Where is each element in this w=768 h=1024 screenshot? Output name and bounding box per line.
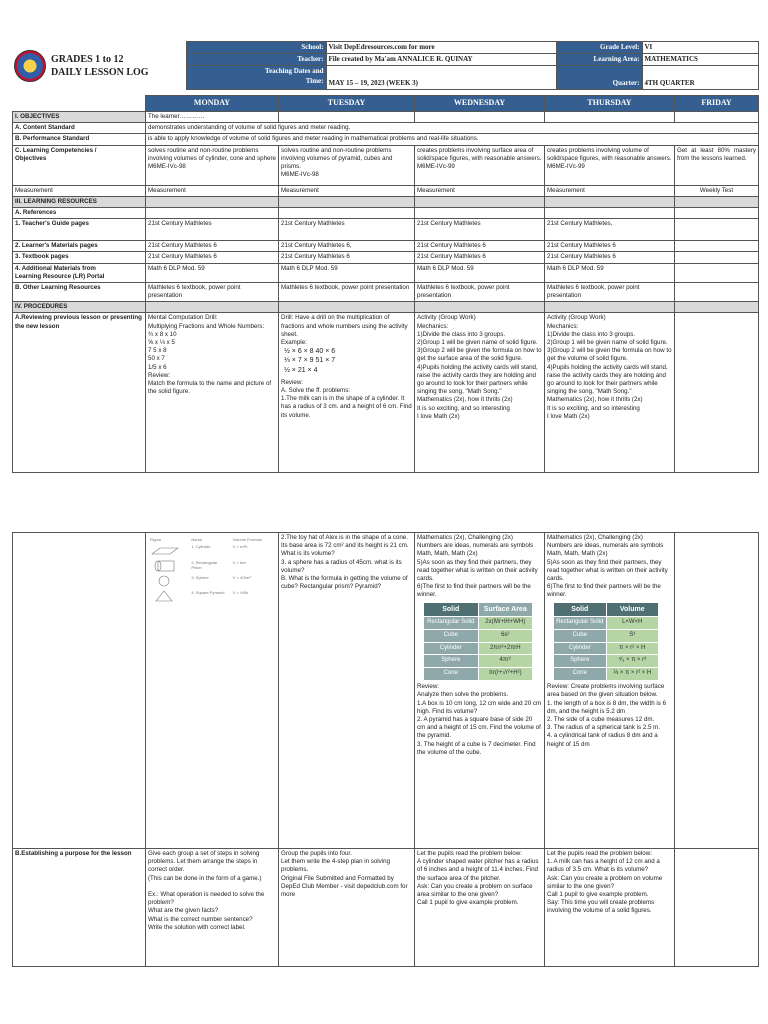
tg-thursday: 21st Century Mathletes, [545,219,675,241]
area-label: Learning Area: [556,54,642,66]
day-tuesday: TUESDAY [279,96,415,112]
match-table: Figure Name Volume Formula 1. Cylinder V = πr²h 2. Rectangular Prism V = lwh 3. Sphere V = 4/3πr³ 4. Square Pyramid V = ⅓Bh [148,536,272,604]
other-resources-label: B. Other Learning Resources [13,282,146,301]
competency-monday: solves routine and non-routine problems involving volumes of cylinder, cone and sphere M6ME-IVc-98 [146,145,279,185]
lesson-table-continued [12,532,759,967]
document-title: GRADES 1 to 12 DAILY LESSON LOG [50,53,149,78]
review-thursday-continued: Mathematics (2x), Challenging (2x) Numbers are ideas, numerals are symbols Math, Math, Math (2x) 5)As soon as they find their partners, they read together what is written on their activity cards. 6)The first to find their partners will be the winner. Solid Volume Rectangular Solid L×W×H Cube S³ Cylinder π × r² × H Sphere ⁴⁄₃ × π × r³ Cone ⅓ × π × r² × H Review: Create problems involving surface area based on the given situation below. 1. the length of a box is 8 dm, the width is 6 dm, and the height is 5.2 dm 2. The side of a cube measures 12 dm. 3. The radius of a spherical tank is 2.5 m. 4. a cylindrical tank of radius 8 dm and a height of 15 dm [545,533,675,849]
dates-value: MAY 15 – 19, 2023 (WEEK 3) [326,66,556,90]
lm-thursday: 21st Century Mathletes 6 [545,241,675,252]
volume-table: Solid Volume Rectangular Solid L×W×H Cube S³ Cylinder π × r² × H Sphere ⁴⁄₃ × π × r³ Cone ⅓ × π × r² × H [547,602,672,682]
measurement-tuesday: Measurement [279,185,415,196]
content-standard: demonstrates understanding of volume of solid figures and meter reading. [146,123,759,134]
sphere-figure [150,575,180,587]
day-header-row [13,96,759,112]
other-tuesday: Mathletes 6 textbook, power point presentation [279,282,415,301]
measurement-wednesday: Measurement [415,185,545,196]
performance-standard: is able to apply knowledge of volume of solid figures and meter reading in mathematical problems and real-life situations. [146,134,759,145]
competency-wednesday: creates problems involving surface area of solid/space figures, with reasonable answers. M6ME-IVc-99 [415,145,545,185]
tb-tuesday: 21st Century Mathletes 6 [279,252,415,263]
objectives-intro: The learner………… [146,112,279,123]
tg-tuesday: 21st Century Mathletes [279,219,415,241]
resources-heading: III. LEARNING RESOURCES [13,196,146,207]
tb-thursday: 21st Century Mathletes 6 [545,252,675,263]
day-friday: FRIDAY [675,96,759,112]
competency-label: C. Learning Competencies / Objectives [13,145,146,185]
lesson-table [12,95,759,473]
purpose-tuesday: Group the pupils into four. Let them write the 4-step plan in solving problems. Original File Submitted and Formatted by DepEd Club Member - visit depedclub.com for more [279,849,415,967]
other-friday [675,282,759,301]
cylinder-figure [150,560,180,572]
grade-value: VI [642,42,758,54]
review-tuesday: Drill: Have a drill on the multiplication of fractions and whole numbers using the activity sheet. Example: ½ × 6 × 8 40 × 6 ⅓ × 7 × 9 51 × 7 ½ × 21 × 4 Review: A. Solve the ff. problems: 1.The milk can is in the shape of a cylinder. It has a radius of 3 cm. and a height of 6 cm. Find its volume. [279,313,415,473]
day-thursday: THURSDAY [545,96,675,112]
purpose-monday: Give each group a set of steps in solving problems. Let them arrange the steps in correct order. (This can be done in the form of a game.) Ex.: What operation is needed to solve the problem? What are the given facts? What is the correct number sentence? Write the solution with correct label. [146,849,279,967]
review-label: A.Reviewing previous lesson or presenting the new lesson [13,313,146,473]
page-1 [12,41,758,473]
purpose-wednesday: Let the pupils read the problem below: A cylinder shaped water pitcher has a radius of 6 inches and a height of 11.4 inches. Find the surface area of the pitcher. Ask: Can you create a problem on surface area similar to the one given? Call 1 pupil to give example problem. [415,849,545,967]
school-label: School: [186,42,326,54]
lr-label: 4. Additional Materials from Learning Resource (LR) Portal [13,263,146,282]
review-wednesday-continued: Mathematics (2x), Challenging (2x) Numbers are ideas, numerals are symbols Math, Math, Math (2x) 5)As soon as they find their partners, they read together what is written on their activity cards. 6)The first to find their partners will be the winner. Solid Surface Area Rectangular Solid 2x(lW+lH+WH) Cube 6s² Cylinder 2πrr²+2πrH Sphere 4πr² Cone πr(r+√r²+H²) Review: Analyze then solve the problems. 1.A box is 10 cm long, 12 cm wide and 20 cm high. Find its volume? 2. A pyramid has a square base of side 20 cm and a height of 15 cm. Find the volume of the pyramid. 3. The height of a cube is 7 decimeter. Find the volume of the cube. [415,533,545,849]
tb-friday [675,252,759,263]
procedures-heading: IV. PROCEDURES [13,302,146,313]
purpose-thursday: Let the pupils read the problem below: 1. A milk can has a height of 12 cm and a radius of 3.5 cm. What is its volume? Ask: Can you create a problem on volume similar to the one given? Call 1 pupil to give example problem. Say: This time you will create problems involving the volume of a solid figures. [545,849,675,967]
quarter-value: 4TH QUARTER [642,66,758,90]
tb-wednesday: 21st Century Mathletes 6 [415,252,545,263]
lr-tuesday: Math 6 DLP Mod. 59 [279,263,415,282]
lm-friday [675,241,759,252]
lm-wednesday: 21st Century Mathletes 6 [415,241,545,252]
measurement-monday: Measurement [146,185,279,196]
measurement-friday: Weekly Test [675,185,759,196]
lm-label: 2. Learner's Materials pages [13,241,146,252]
pyramid-figure [150,590,180,602]
page-2 [12,532,758,967]
school-value: Visit DepEdresources.com for more [326,42,556,54]
day-wednesday: WEDNESDAY [415,96,545,112]
header-brand [12,42,186,90]
purpose-label: B.Establishing a purpose for the lesson [13,849,146,967]
teacher-value: File created by Ma'am ANNALICE R. QUINAY [326,54,556,66]
area-value: MATHEMATICS [642,54,758,66]
other-thursday: Mathletes 6 textbook, power point presentation [545,282,675,301]
teacher-label: Teacher: [186,54,326,66]
performance-standard-label: B. Performance Standard [13,134,146,145]
tg-label: 1. Teacher's Guide pages [13,219,146,241]
other-wednesday: Mathletes 6 textbook, power point presentation [415,282,545,301]
competency-thursday: creates problems involving volume of solid/space figures, with reasonable answers. M6ME-IVc-99 [545,145,675,185]
lr-wednesday: Math 6 DLP Mod. 59 [415,263,545,282]
tg-wednesday: 21st Century Mathletes [415,219,545,241]
review-wednesday: Activity (Group Work) Mechanics: 1)Divide the class into 3 groups. 2)Group 1 will be given name of solid figure. 3)Group 2 will be given the formula on how to get the surface area of the solid figure. 4)Pupils holding the activity cards will stand, raise the activity cards they are holding and go around to look for their partners while singing the song, "Math Song." Mathematics (2x), how it thrills (2x) It is so exciting, and so interesting I love Math (2x) [415,313,545,473]
header-table [12,41,759,90]
references-label: A. References [13,207,146,218]
review-friday [675,313,759,473]
lr-friday [675,263,759,282]
dates-label: Teaching Dates and Time: [186,66,326,90]
lm-tuesday: 21st Century Mathletes 6, [279,241,415,252]
measurement-label: Measurement [13,185,146,196]
lm-monday: 21st Century Mathletes 6 [146,241,279,252]
competency-friday: Get at least 80% mastery from the lessons learned. [675,145,759,185]
review-monday: Mental Computation Drill: Multiplying Fractions and Whole Numbers: ¾ x 8 x 10 ⅝ x ⅓ x 5 7 5 x 8 50 x 7 1/5 x 6 Review: Match the formula to the name and picture of the solid figure. [146,313,279,473]
lr-thursday: Math 6 DLP Mod. 59 [545,263,675,282]
prism-figure [150,544,180,556]
measurement-thursday: Measurement [545,185,675,196]
review-tuesday-continued: 2.The toy hat of Alex is in the shape of a cone. Its base area is 72 cm² and its height is 21 cm. What is its volume? 3. a sphere has a radius of 45cm. what is its volume? B. What is the formula in getting the volume of cube? Rectangular prism? Pyramid? [279,533,415,849]
deped-seal-icon [14,50,46,82]
tg-friday [675,219,759,241]
other-monday: Mathletes 6 textbook, power point presentation [146,282,279,301]
tg-monday: 21st Century Mathletes [146,219,279,241]
surface-area-table: Solid Surface Area Rectangular Solid 2x(lW+lH+WH) Cube 6s² Cylinder 2πrr²+2πrH Sphere 4πr² Cone πr(r+√r²+H²) [417,602,542,682]
tb-monday: 21st Century Mathletes 6 [146,252,279,263]
day-monday: MONDAY [146,96,279,112]
match-figure-cell [146,533,279,849]
lr-monday: Math 6 DLP Mod. 59 [146,263,279,282]
tuesday-examples: ½ × 6 × 8 40 × 6 ⅓ × 7 × 9 51 × 7 ½ × 21 × 4 [284,348,336,374]
purpose-friday [675,849,759,967]
review-thursday: Activity (Group Work) Mechanics: 1)Divide the class into 3 groups. 2)Group 1 will be given name of solid figure. 3)Group 2 will be given the formula on how to get the volume of solid figure. 4)Pupils holding the activity cards will stand, raise the activity cards they are holding and go around to look for their partners while singing the song, "Math Song." Mathematics (2x), how it thrills (2x) It is so exciting, and so interesting I love Math (2x) [545,313,675,473]
content-standard-label: A. Content Standard [13,123,146,134]
objectives-heading: I. OBJECTIVES [13,112,146,123]
competency-tuesday: solves routine and non-routine problems involving volumes of pyramid, cubes and prisms. M6ME-IVc-98 [279,145,415,185]
quarter-label: Quarter: [556,66,642,90]
grade-label: Grade Level: [556,42,642,54]
tb-label: 3. Textbook pages [13,252,146,263]
